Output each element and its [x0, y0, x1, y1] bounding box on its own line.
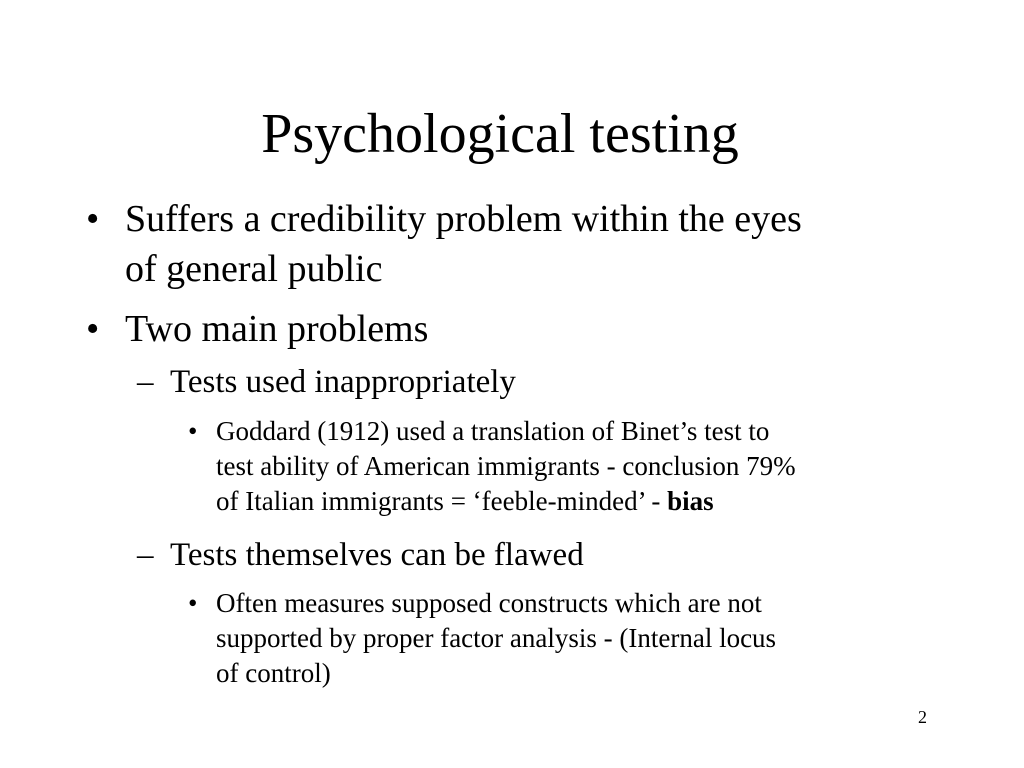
bullet-two-main-problems: Two main problems [125, 308, 429, 350]
goddard-line-1: Goddard (1912) used a translation of Binet’s test to [216, 416, 770, 446]
slide-number: 2 [918, 707, 927, 727]
goddard-line-3 [216, 484, 714, 519]
bullet-credibility-line-1: Suffers a credibility problem within the eyes [125, 198, 802, 240]
bias-emphasis: bias [667, 486, 714, 516]
dash-marker: – [137, 364, 154, 400]
slide-title: Psychological testing [261, 103, 739, 165]
constructs-line-2: supported by proper factor analysis - (Internal locus [216, 623, 777, 653]
bullet-marker: • [188, 588, 198, 618]
subbullet-tests-flawed: Tests themselves can be flawed [170, 537, 584, 573]
subbullet-tests-inappropriate: Tests used inappropriately [170, 364, 516, 400]
constructs-line-1: Often measures supposed constructs which are not [216, 588, 762, 618]
bullet-marker: • [86, 308, 100, 350]
goddard-line-2: test ability of American immigrants - conclusion 79% [216, 451, 796, 481]
bullet-credibility-line-2: of general public [125, 248, 383, 290]
goddard-line-3-text: of Italian immigrants = ‘feeble-minded’ - [216, 486, 668, 516]
constructs-line-3: of control) [216, 658, 331, 688]
bullet-marker: • [86, 198, 100, 240]
dash-marker: – [137, 537, 154, 573]
bullet-marker: • [188, 416, 198, 446]
